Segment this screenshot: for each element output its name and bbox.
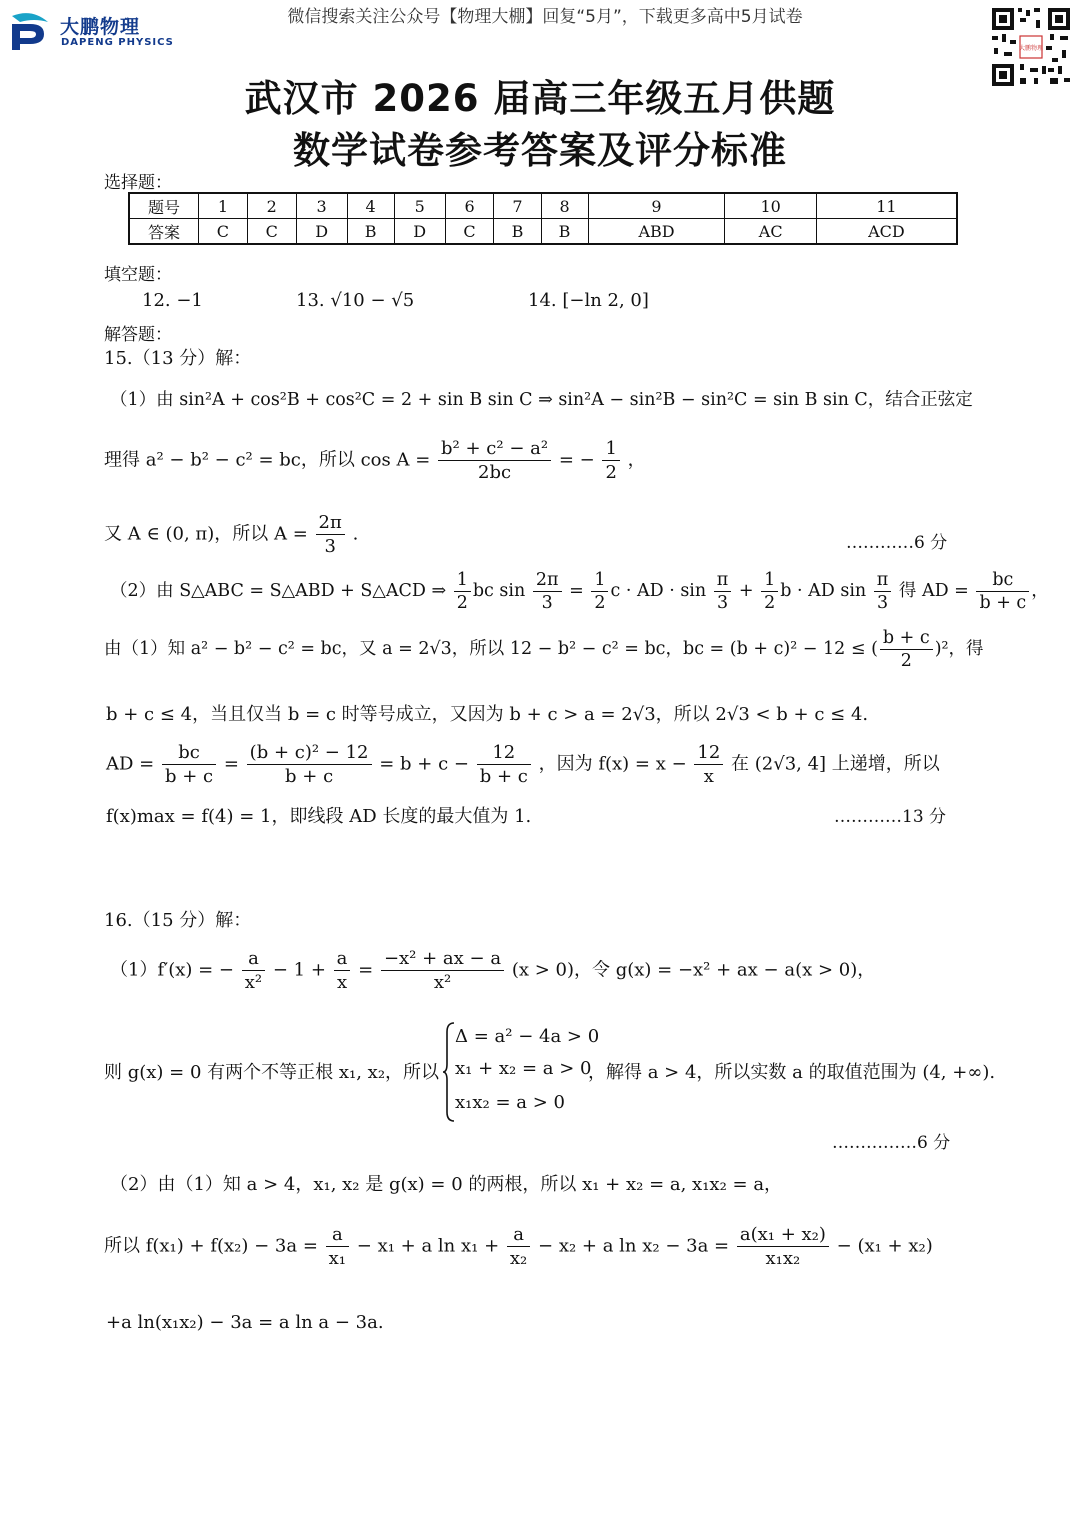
promo-banner: 微信搜索关注公众号【物理大棚】回复“5月”，下载更多高中5月试卷	[287, 7, 803, 27]
p16-step-4: 所以 f(x₁) + f(x₂) − 3a = $\frac{a}{\text{x₁}}$ − x₁ + a ln x₁ + $\frac{a}{\text{x₂}}$ − x₂ + a ln x₂ − 3a = $\frac{\text{a(x₁ + x₂)}}{\text{x₁x₂}}$ − (x₁ + x₂)	[104, 1224, 933, 1269]
p15-step-2: 理得 a² − b² − c² = bc，所以 cos A = $\frac{\text{b² + c² − a²}}{2bc}$ = − $\frac{1}{2}$ ，	[104, 438, 646, 483]
question-number: 11	[816, 193, 957, 219]
answer-cell: C	[445, 219, 494, 245]
question-number: 4	[347, 193, 394, 219]
answer-cell: ACD	[816, 219, 957, 245]
answer-cell: B	[494, 219, 541, 245]
score-marker: …………13 分	[834, 807, 947, 827]
svg-text:大鹏物理: 大鹏物理	[1018, 45, 1044, 52]
question-number: 8	[541, 193, 588, 219]
table-header-cell: 题号	[129, 193, 199, 219]
problem-15-heading: 15.（13 分）解：	[104, 348, 252, 369]
table-row	[129, 219, 957, 245]
page-subtitle: 数学试卷参考答案及评分标准	[293, 129, 787, 172]
page-title: 武汉市 2026 届高三年级五月供题	[244, 77, 836, 120]
score-marker: …………6 分	[846, 533, 948, 553]
answer-cell: C	[199, 219, 248, 245]
p15-step-4: （2）由 S△ABC = S△ABD + S△ACD ⇒ $\frac{1}{2}$ bc sin $\frac{2\pi}{3}$ = $\frac{1}{2}$ c · AD · sin $\frac{\pi}{3}$ + $\frac{1}{2}$ b · AD sin $\frac{\pi}{3}$ 得 AD = $\frac{bc}{b + c}$ ，	[110, 570, 1049, 613]
dapeng-logo-icon	[8, 10, 52, 50]
p15-step-8: f(x)max = f(4) = 1，即线段 AD 长度的最大值为 1.	[106, 806, 532, 827]
system-equation-1: Δ = a² − 4a > 0	[455, 1026, 600, 1047]
fill-answer-13: 13. √10 − √5	[296, 290, 415, 311]
p16-step-5: +a ln(x₁x₂) − 3a = a ln a − 3a.	[106, 1312, 384, 1333]
fill-section-label: 填空题：	[104, 265, 172, 285]
p16-step-1: （1）f′(x) = − $\frac{a}{\text{x²}}$ − 1 + $\frac{a}{x}$ = $\frac{\text{−x² + ax − a}}{\text{x²}}$ (x > 0)，令 g(x) = −x² + ax − a(x > 0)，	[110, 948, 876, 993]
system-equation-2: x₁ + x₂ = a > 0	[455, 1058, 592, 1079]
question-number: 10	[725, 193, 816, 219]
p15-step-7: AD = $\frac{bc}{b + c}$ = $\frac{\text{(b + c)² − 12}}{b + c}$ = b + c − $\frac{12}{b + c}$ ，因为 f(x) = x − $\frac{12}{x}$ 在 (2√3, 4] 上递增，所以	[106, 742, 940, 787]
brace-icon	[443, 1022, 455, 1122]
logo-english-text: DAPENG PHYSICS	[61, 37, 174, 48]
p16-step-3: （2）由（1）知 a > 4，x₁, x₂ 是 g(x) = 0 的两根，所以 x₁ + x₂ = a, x₁x₂ = a，	[110, 1174, 783, 1195]
answer-cell: ABD	[588, 219, 725, 245]
score-marker: ……………6 分	[832, 1133, 951, 1153]
p15-step-3: 又 A ∈ (0, π)，所以 A = $\frac{2\pi}{3}$ .	[104, 512, 359, 557]
question-number: 5	[394, 193, 445, 219]
question-number: 6	[445, 193, 494, 219]
answer-cell: B	[541, 219, 588, 245]
fill-answer-12: 12. −1	[142, 290, 203, 311]
answer-cell: D	[296, 219, 347, 245]
system-equation-3: x₁x₂ = a > 0	[455, 1092, 565, 1113]
answer-cell: C	[247, 219, 296, 245]
p15-step-6: b + c ≤ 4，当且仅当 b = c 时等号成立，又因为 b + c > a = 2√3，所以 2√3 < b + c ≤ 4.	[106, 704, 869, 725]
fill-answer-14: 14. [−ln 2, 0]	[528, 290, 649, 311]
p16-step-2-lead: 则 g(x) = 0 有两个不等正根 x₁, x₂，所以	[104, 1062, 440, 1083]
answer-cell: AC	[725, 219, 816, 245]
answer-cell: D	[394, 219, 445, 245]
answer-table	[128, 192, 958, 245]
p15-step-1: （1）由 sin²A + cos²B + cos²C = 2 + sin B sin C ⇒ sin²A − sin²B − sin²C = sin B sin C，结合正弦定	[110, 390, 973, 410]
dapeng-logo	[6, 8, 176, 52]
answer-cell: B	[347, 219, 394, 245]
solve-section-label: 解答题：	[104, 325, 172, 345]
question-number: 2	[247, 193, 296, 219]
question-number: 9	[588, 193, 725, 219]
question-number: 3	[296, 193, 347, 219]
logo-chinese-text: 大鹏物理	[60, 16, 141, 38]
question-number: 7	[494, 193, 541, 219]
question-number: 1	[199, 193, 248, 219]
problem-16-heading: 16.（15 分）解：	[104, 910, 252, 931]
choice-section-label: 选择题：	[104, 173, 172, 193]
table-header-cell: 答案	[129, 219, 199, 245]
table-row	[129, 193, 957, 219]
p15-step-5: 由（1）知 a² − b² − c² = bc，又 a = 2√3，所以 12 − b² − c² = bc，bc = (b + c)² − 12 ≤ ( $\frac{b + c}{2}$ )²，得	[104, 628, 984, 671]
p16-step-2-result: ，解得 a > 4，所以实数 a 的取值范围为 (4, +∞).	[588, 1062, 996, 1083]
